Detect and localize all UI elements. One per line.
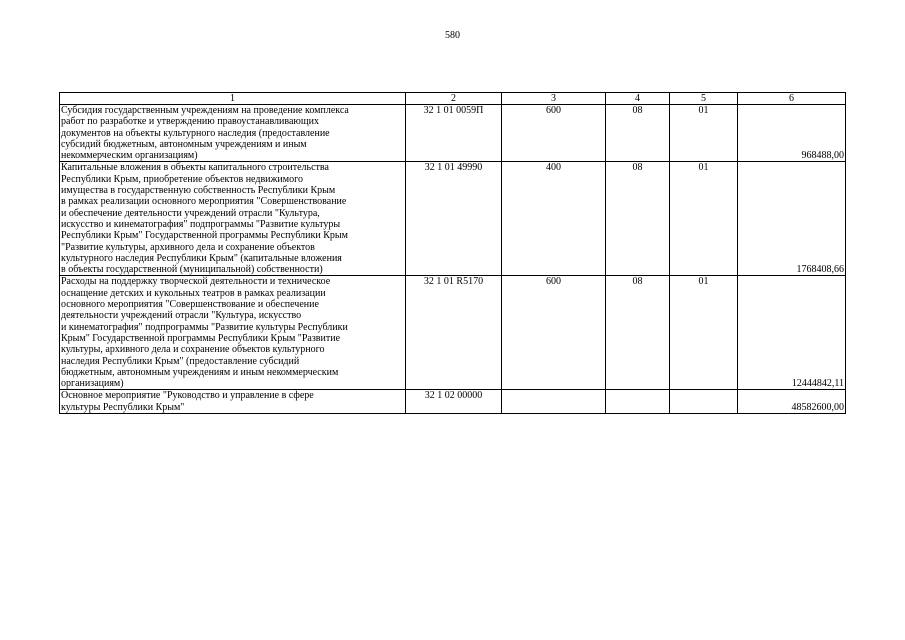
description-line: работ по разработке и утверждению правоустанавливающих (61, 116, 319, 128)
column-header: 6 (738, 93, 846, 105)
description-line: некоммерческим организациям) (61, 150, 198, 162)
description-line: Республики Крым, приобретение объектов недвижимого (61, 173, 303, 185)
column-header: 3 (502, 93, 606, 105)
row-code: 32 1 01 49990 (406, 162, 502, 276)
column-header: 4 (606, 93, 670, 105)
description-line: Крым" Государственной программы Республики Крым "Развитие (61, 332, 341, 344)
description-line: бюджетным, автономным учреждениям и иным некоммерческим (61, 366, 339, 378)
column-header: 2 (406, 93, 502, 105)
description-line: искусство и кинематография" подпрограммы "Развитие культуры (61, 218, 341, 230)
row-description (60, 105, 406, 162)
description-line: субсидий бюджетным, автономным учреждениям и иным (61, 138, 307, 150)
budget-table-body (60, 93, 846, 414)
description-line: имущества в государственную собственность Республики Крым (61, 185, 336, 197)
row-subsection: 01 (670, 105, 738, 162)
row-section (606, 390, 670, 414)
row-section: 08 (606, 276, 670, 390)
column-number-row (60, 93, 846, 105)
table-row (60, 162, 846, 276)
page-number: 580 (445, 30, 460, 41)
description-line: культуры, архивного дела и сохранение объектов культурного (61, 344, 325, 356)
description-line: Капитальные вложения в объекты капитального строительства (61, 162, 329, 174)
table-row (60, 390, 846, 414)
row-description (60, 276, 406, 390)
description-line: культуры Республики Крым" (61, 401, 185, 413)
row-amount: 48582600,00 (738, 390, 846, 414)
description-line: организациям) (61, 378, 124, 390)
description-line: Расходы на поддержку творческой деятельности и техническое (61, 276, 331, 288)
description-line: Основное мероприятие "Руководство и управление в сфере (61, 390, 314, 402)
row-subsection: 01 (670, 162, 738, 276)
description-line: в рамках реализации основного мероприятия "Совершенствование (61, 196, 347, 208)
description-line: в объекты государственной (муниципальной) собственности) (61, 264, 323, 276)
column-header: 5 (670, 93, 738, 105)
row-code: 32 1 02 00000 (406, 390, 502, 414)
row-expense-type: 600 (502, 105, 606, 162)
row-section: 08 (606, 105, 670, 162)
description-line: документов на объекты культурного наследия (предоставление (61, 127, 330, 139)
description-line: "Развитие культуры, архивного дела и сохранение объектов (61, 241, 315, 253)
description-line: Субсидия государственным учреждениям на проведение комплекса (61, 105, 349, 116)
row-code: 32 1 01 0059П (406, 105, 502, 162)
row-amount: 968488,00 (738, 105, 846, 162)
table-row (60, 276, 846, 390)
table-row (60, 105, 846, 162)
description-line: оснащение детских и кукольных театров в рамках реализации (61, 287, 326, 299)
description-line: наследия Республики Крым" (предоставление субсидий (61, 355, 300, 367)
row-description (60, 162, 406, 276)
row-description (60, 390, 406, 414)
row-code: 32 1 01 R5170 (406, 276, 502, 390)
row-section: 08 (606, 162, 670, 276)
description-line: и кинематография" подпрограммы "Развитие культуры Республики (61, 321, 348, 333)
description-line: основного мероприятия "Совершенствование и обеспечение (61, 299, 319, 311)
row-amount: 12444842,11 (738, 276, 846, 390)
row-subsection: 01 (670, 276, 738, 390)
row-amount: 1768408,66 (738, 162, 846, 276)
column-header: 1 (60, 93, 406, 105)
row-subsection (670, 390, 738, 414)
description-line: и обеспечение деятельности учреждений отрасли "Культура, (61, 207, 320, 219)
budget-table (59, 92, 846, 414)
description-line: культурного наследия Республики Крым" (капитальные вложения (61, 252, 342, 264)
row-expense-type: 600 (502, 276, 606, 390)
row-expense-type: 400 (502, 162, 606, 276)
description-line: Республики Крым" Государственной программы Республики Крым (61, 230, 348, 242)
row-expense-type (502, 390, 606, 414)
description-line: деятельности учреждений отрасли "Культура, искусство (61, 310, 302, 322)
